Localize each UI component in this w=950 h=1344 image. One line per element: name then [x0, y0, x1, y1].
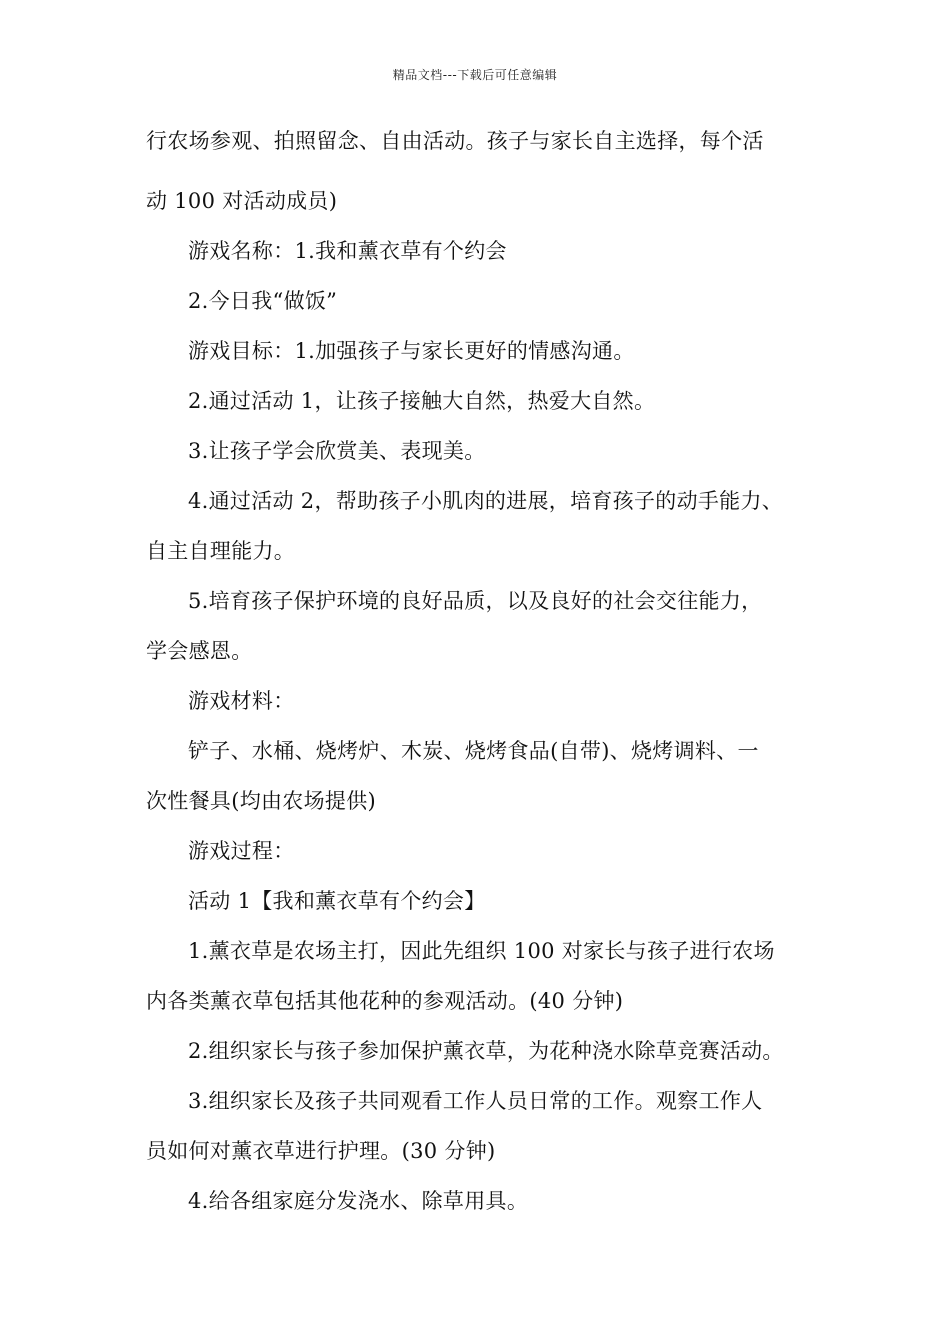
- paragraph-line: 行农场参观、拍照留念、自由活动。孩子与家长自主选择，每个活: [146, 129, 764, 153]
- paragraph-line: 2.今日我“做饭”: [188, 289, 338, 313]
- paragraph-line: 5.培育孩子保护环境的良好品质，以及良好的社会交往能力，: [188, 589, 763, 613]
- paragraph-line: 自主自理能力。: [146, 539, 296, 563]
- paragraph-line: 游戏过程：: [188, 839, 295, 863]
- paragraph-line: 活动 1【我和薰衣草有个约会】: [188, 889, 486, 913]
- paragraph-line: 次性餐具(均由农场提供): [146, 789, 376, 813]
- paragraph-line: 2.组织家长与孩子参加保护薰衣草，为花种浇水除草竞赛活动。: [188, 1039, 784, 1063]
- paragraph-line: 铲子、水桶、烧烤炉、木炭、烧烤食品(自带)、烧烤调料、一: [188, 739, 759, 763]
- paragraph-line: 3.让孩子学会欣赏美、表现美。: [188, 439, 486, 463]
- paragraph-line: 游戏目标：1.加强孩子与家长更好的情感沟通。: [188, 339, 635, 363]
- paragraph-line: 4.通过活动 2，帮助孩子小肌肉的进展，培育孩子的动手能力、: [188, 489, 784, 513]
- paragraph-line: 2.通过活动 1，让孩子接触大自然，热爱大自然。: [188, 389, 656, 413]
- paragraph-line: 4.给各组家庭分发浇水、除草用具。: [188, 1189, 529, 1213]
- paragraph-line: 3.组织家长及孩子共同观看工作人员日常的工作。观察工作人: [188, 1089, 763, 1113]
- paragraph-line: 1.薰衣草是农场主打，因此先组织 100 对家长与孩子进行农场: [188, 939, 775, 963]
- paragraph-line: 内各类薰衣草包括其他花种的参观活动。(40 分钟): [146, 989, 624, 1013]
- paragraph-line: 学会感恩。: [146, 639, 253, 663]
- paragraph-line: 游戏材料：: [188, 689, 295, 713]
- paragraph-line: 游戏名称：1.我和薰衣草有个约会: [188, 239, 507, 263]
- paragraph-line: 动 100 对活动成员): [146, 189, 338, 213]
- page-header: 精品文档---下载后可任意编辑: [392, 68, 558, 82]
- paragraph-line: 员如何对薰衣草进行护理。(30 分钟): [146, 1139, 496, 1163]
